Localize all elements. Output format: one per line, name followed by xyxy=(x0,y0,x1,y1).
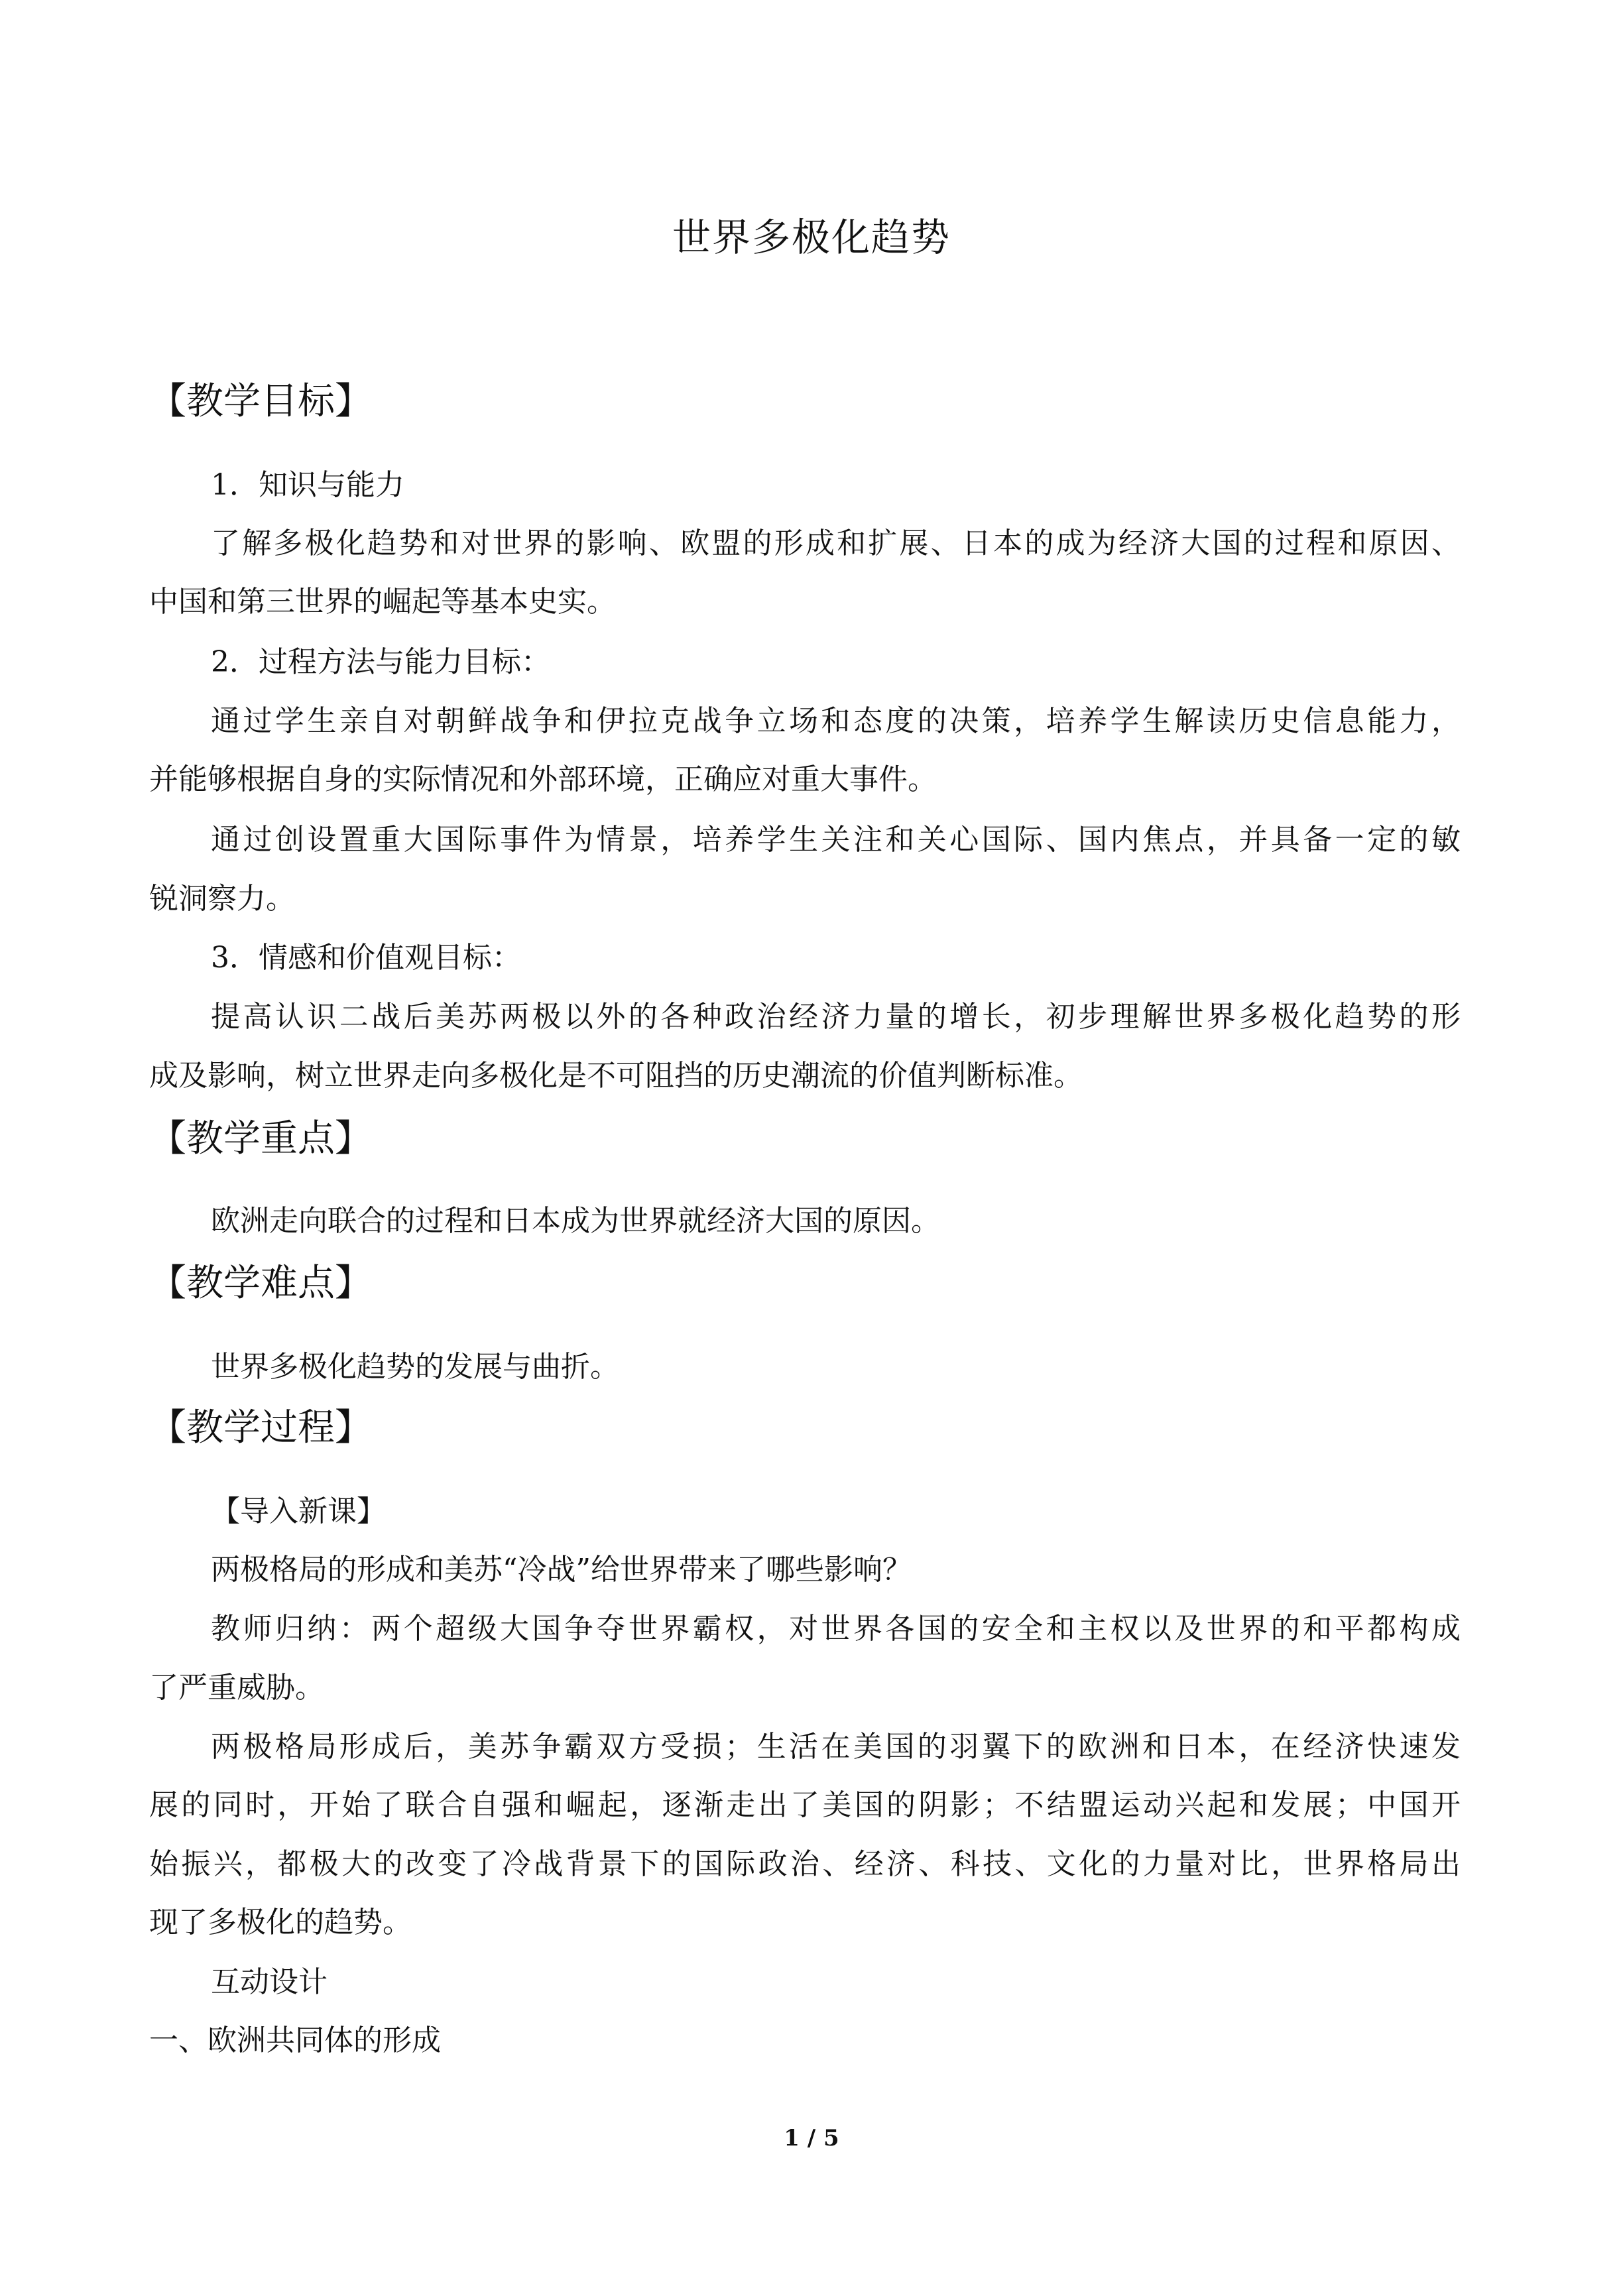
intro-label: 【导入新课】 xyxy=(211,1494,386,1528)
objective-item-3-label: 3．情感和价值观目标： xyxy=(211,941,521,975)
paragraph-line: 了解多极化趋势和对世界的影响、欧盟的形成和扩展、日本的成为经济大国的过程和原因、 xyxy=(211,526,1461,560)
section-heading-key-points: 【教学重点】 xyxy=(149,1117,372,1160)
paragraph-line: 通过创设置重大国际事件为情景，培养学生关注和关心国际、国内焦点，并具备一定的敏 xyxy=(211,823,1461,857)
paragraph-line: 教师归纳：两个超级大国争夺世界霸权，对世界各国的安全和主权以及世界的和平都构成 xyxy=(211,1612,1461,1646)
objective-item-1-label: 1．知识与能力 xyxy=(211,468,404,502)
paragraph-line: 两极格局的形成和美苏“冷战”给世界带来了哪些影响？ xyxy=(211,1553,912,1587)
paragraph-line: 了严重威胁。 xyxy=(149,1671,324,1705)
paragraph-line: 欧洲走向联合的过程和日本成为世界就经济大国的原因。 xyxy=(211,1204,940,1238)
paragraph-line: 锐洞察力。 xyxy=(149,882,295,916)
paragraph-line: 通过学生亲自对朝鲜战争和伊拉克战争立场和态度的决策，培养学生解读历史信息能力， xyxy=(211,704,1461,738)
paragraph-line: 提高认识二战后美苏两极以外的各种政治经济力量的增长，初步理解世界多极化趋势的形 xyxy=(211,1000,1461,1034)
paragraph-line: 并能够根据自身的实际情况和外部环境，正确应对重大事件。 xyxy=(149,762,937,796)
section-heading-difficulties: 【教学难点】 xyxy=(149,1262,372,1305)
document-title: 世界多极化趋势 xyxy=(672,215,951,260)
interactive-design-label: 互动设计 xyxy=(211,1965,328,1999)
paragraph-line: 展的同时，开始了联合自强和崛起，逐渐走出了美国的阴影；不结盟运动兴起和发展；中国开 xyxy=(149,1788,1461,1822)
section-heading-objectives: 【教学目标】 xyxy=(149,380,372,423)
section-heading-process: 【教学过程】 xyxy=(149,1406,372,1449)
subsection-heading: 一、欧洲共同体的形成 xyxy=(149,2024,441,2057)
objective-item-2-label: 2．过程方法与能力目标： xyxy=(211,645,550,679)
paragraph-line: 成及影响，树立世界走向多极化是不可阻挡的历史潮流的价值判断标准。 xyxy=(149,1059,1083,1093)
page-number: 1 / 5 xyxy=(784,2125,839,2151)
paragraph-line: 现了多极化的趋势。 xyxy=(149,1905,412,1939)
paragraph-line: 两极格局形成后，美苏争霸双方受损；生活在美国的羽翼下的欧洲和日本，在经济快速发 xyxy=(211,1730,1461,1764)
paragraph-line: 中国和第三世界的崛起等基本史实。 xyxy=(149,585,616,619)
paragraph-line: 始振兴，都极大的改变了冷战背景下的国际政治、经济、科技、文化的力量对比，世界格局出 xyxy=(149,1847,1461,1881)
paragraph-line: 世界多极化趋势的发展与曲折。 xyxy=(211,1350,619,1384)
